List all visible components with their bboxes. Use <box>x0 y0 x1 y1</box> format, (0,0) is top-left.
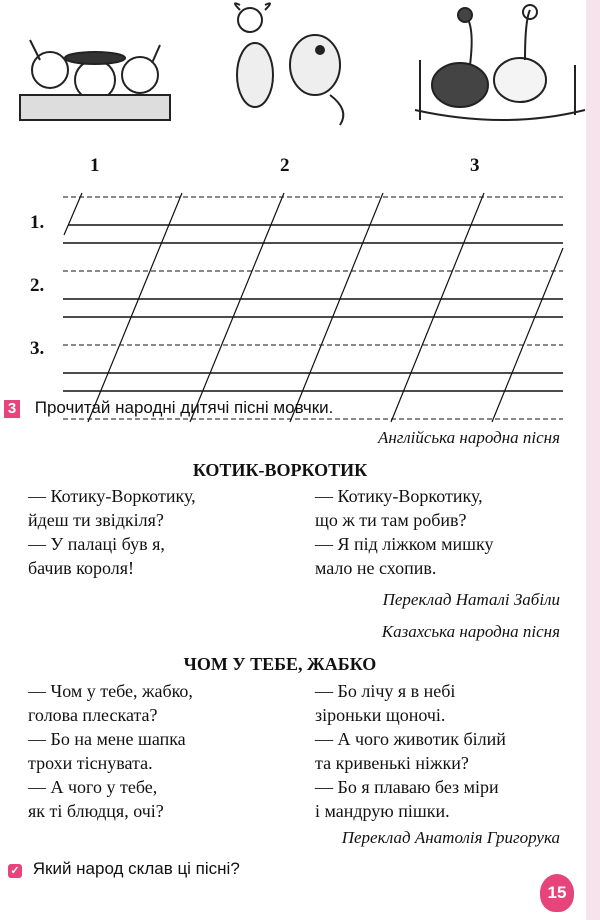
verse-line: та кривенькі ніжки? <box>315 753 469 773</box>
row-label-3: 3. <box>30 338 45 359</box>
slant-line <box>88 193 182 422</box>
song2-left-column <box>28 679 193 823</box>
verse-line: — Котику-Воркотику, <box>315 486 483 506</box>
song1-translator: Переклад Наталі Забіли <box>382 590 560 609</box>
verse-line: — Чом у тебе, жабко, <box>28 681 193 701</box>
song1-right-column <box>315 484 493 580</box>
verse-line: — Бо на мене шапка <box>28 729 186 749</box>
verse-line: — Я під ліжком мишку <box>315 534 494 554</box>
verse-line: йдеш ти звідкіля? <box>28 510 164 530</box>
slant-line <box>391 193 484 422</box>
row-label-1: 1. <box>30 212 45 233</box>
row-label-2: 2. <box>30 275 45 296</box>
song2-origin: Казахська народна пісня <box>381 622 560 641</box>
page-number: 15 <box>540 874 574 912</box>
verse-line: мало не схопив. <box>315 558 437 578</box>
song2-title: ЧОМ У ТЕБЕ, ЖАБКО <box>183 654 377 674</box>
checkmark-icon: ✓ <box>8 864 22 878</box>
song1-title: КОТИК-ВОРКОТИК <box>192 460 368 480</box>
task-text: Прочитай народні дитячі пісні мовчки. <box>34 398 334 417</box>
verse-line: зіроньки щоночі. <box>315 705 446 725</box>
song2-right-column <box>315 679 506 823</box>
slant-line <box>290 193 383 422</box>
verse-line: — Котику-Воркотику, <box>28 486 196 506</box>
slant-line <box>64 193 82 235</box>
verse-line: — А чого у тебе, <box>28 777 158 797</box>
song2-translator: Переклад Анатолія Григорука <box>341 828 560 847</box>
verse-line: — А чого животик білий <box>315 729 506 749</box>
slant-line <box>190 193 284 422</box>
verse-line: як ті блюдця, очі? <box>28 801 164 821</box>
column-label-1: 1 <box>90 155 100 176</box>
task-number-badge: 3 <box>4 400 20 418</box>
verse-line: що ж ти там робив? <box>315 510 467 530</box>
column-label-2: 2 <box>280 155 290 176</box>
slant-line <box>492 248 563 422</box>
verse-line: голова плеската? <box>28 705 158 725</box>
verse-line: бачив короля! <box>28 558 134 578</box>
question-text: Який народ склав ці пісні? <box>32 859 240 878</box>
verse-line: — У палаці був я, <box>28 534 165 554</box>
column-label-3: 3 <box>470 155 480 176</box>
song1-origin: Англійська народна пісня <box>377 428 560 447</box>
verse-line: — Бо я плаваю без міри <box>315 777 499 797</box>
writing-lines[interactable] <box>0 0 600 440</box>
verse-line: — Бо лічу я в небі <box>315 681 456 701</box>
song1-left-column <box>28 484 196 580</box>
question <box>8 859 240 879</box>
verse-line: і мандрую пішки. <box>315 801 450 821</box>
verse-line: трохи тіснувата. <box>28 753 153 773</box>
task-instruction <box>4 398 333 418</box>
